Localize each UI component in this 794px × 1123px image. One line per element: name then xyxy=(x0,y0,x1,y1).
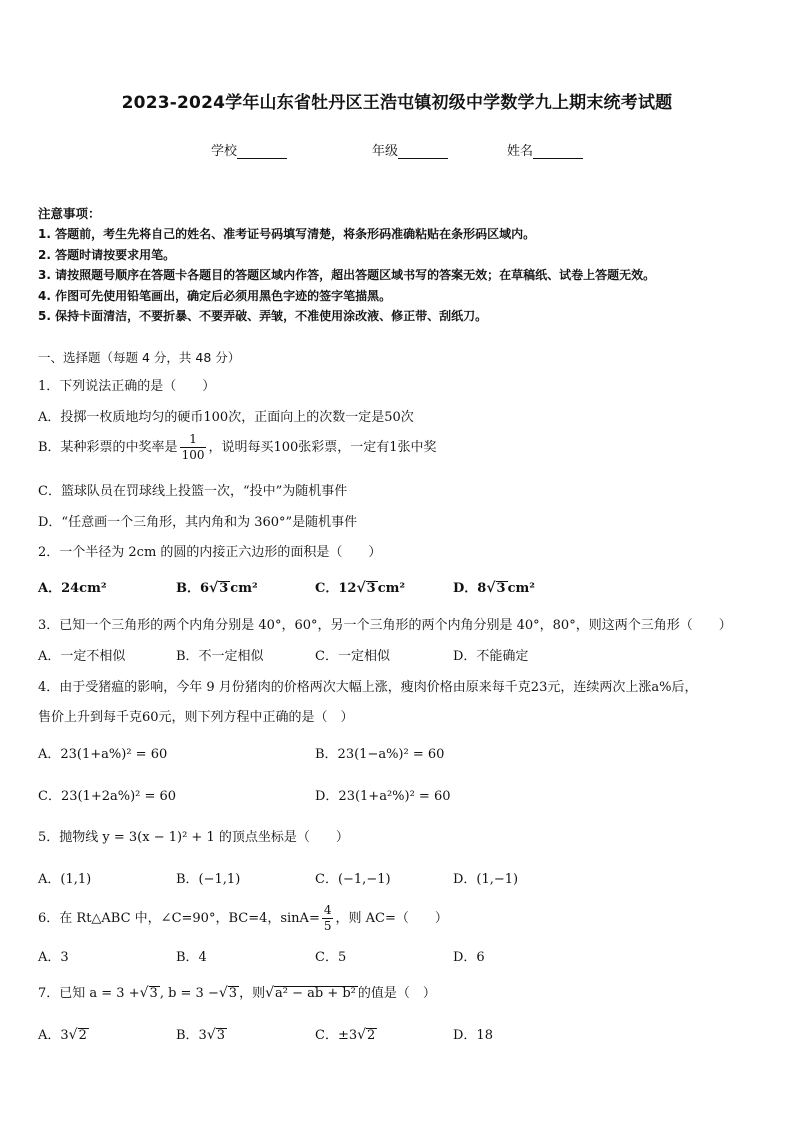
stem-text: , b = 3 − xyxy=(159,986,219,1001)
radical-sign-icon: √ xyxy=(218,985,228,1001)
question-7-option-d: D．18 xyxy=(453,1028,493,1043)
question-6-option-c: C．5 xyxy=(315,950,347,965)
sqrt-symbol xyxy=(356,580,377,596)
radical-sign-icon: √ xyxy=(486,580,496,596)
question-2-option-d xyxy=(453,577,535,596)
radicand: 3 xyxy=(219,581,229,596)
radicand: 3 xyxy=(496,581,506,596)
question-2-option-a: A．24cm² xyxy=(38,581,107,596)
grade-field xyxy=(372,140,448,159)
fraction-denominator: 5 xyxy=(323,919,332,933)
question-7-stem xyxy=(38,982,436,1001)
question-3-stem: 3．已知一个三角形的两个内角分别是 40°，60°，另一个三角形的两个内角分别是 40°，80°，则这两个三角形（ ） xyxy=(38,618,732,633)
question-5-option-d: D．(1,−1) xyxy=(453,872,519,887)
fraction-numerator: 1 xyxy=(180,432,207,448)
section-title: 一、选择题（每题 4 分，共 48 分） xyxy=(38,350,241,365)
question-3-option-d: D．不能确定 xyxy=(453,649,529,664)
note-item: 3. 请按照题号顺序在答题卡各题目的答题区域内作答，超出答题区域书写的答案无效；在草稿纸、试卷上答题无效。 xyxy=(38,268,656,282)
question-1-option-d: D．“任意画一个三角形，其内角和为 360°”是随机事件 xyxy=(38,515,358,530)
stem-text: ，则 AC=（ ） xyxy=(335,911,448,926)
question-3-option-b: B．不一定相似 xyxy=(176,649,264,664)
question-2-stem: 2．一个半径为 2cm 的圆的内接正六边形的面积是（ ） xyxy=(38,545,382,560)
student-info-row xyxy=(0,140,794,160)
fraction xyxy=(322,903,334,934)
question-4-option-b: B．23(1−a%)² = 60 xyxy=(315,747,445,762)
school-blank xyxy=(237,144,287,159)
question-1-option-b xyxy=(38,432,437,463)
radical-sign-icon: √ xyxy=(209,580,219,596)
radicand: a² − ab + b² xyxy=(275,986,356,1001)
name-field xyxy=(507,140,583,159)
question-6-option-b: B．4 xyxy=(176,950,207,965)
question-2-option-c xyxy=(315,577,405,596)
question-6-option-d: D．6 xyxy=(453,950,485,965)
sqrt-symbol xyxy=(209,580,230,596)
option-text: cm² xyxy=(377,581,406,596)
fraction-numerator: 4 xyxy=(323,903,332,917)
stem-text: 的值是（ ） xyxy=(357,986,436,1001)
notes-title: 注意事项： xyxy=(38,206,101,221)
question-7-option-c xyxy=(315,1024,377,1043)
question-4-stem-line-1: 4．由于受猪瘟的影响，今年 9 月份猪肉的价格两次大幅上涨，瘦肉价格由原来每千克23元，连续两次上涨a%后， xyxy=(38,680,698,695)
option-text: D．8 xyxy=(453,581,487,596)
school-label: 学校 xyxy=(211,144,238,159)
option-b-text: B．某种彩票的中奖率是 xyxy=(38,440,178,455)
option-text: cm² xyxy=(230,581,258,596)
radical-sign-icon: √ xyxy=(68,1027,78,1043)
question-7-option-b xyxy=(176,1024,227,1043)
question-4-stem-line-2: 售价上升到每千克60元，则下列方程中正确的是（ ） xyxy=(38,710,354,725)
question-5-option-c: C．(−1,−1) xyxy=(315,872,391,887)
note-item: 5. 保持卡面清洁，不要折暴、不要弄破、弄皱，不准使用涂改液、修正带、刮纸刀。 xyxy=(38,309,488,323)
option-text: C．±3 xyxy=(315,1028,358,1043)
option-text: cm² xyxy=(507,581,535,596)
question-5-stem: 5．抛物线 y = 3(x − 1)² + 1 的顶点坐标是（ ） xyxy=(38,830,349,845)
option-text: C．12 xyxy=(315,581,357,596)
radicand: 2 xyxy=(367,1028,376,1043)
sqrt-symbol xyxy=(207,1027,227,1043)
sqrt-symbol xyxy=(486,580,507,596)
grade-blank xyxy=(398,144,448,159)
question-4-option-c: C．23(1+2a%)² = 60 xyxy=(38,789,177,804)
stem-text: 6．在 Rt△ABC 中，∠C=90°，BC=4，sinA= xyxy=(38,911,320,926)
question-6-option-a: A．3 xyxy=(38,950,69,965)
note-item: 1. 答题前，考生先将自己的姓名、准考证号码填写清楚，将条形码准确粘贴在条形码区域内。 xyxy=(38,227,536,241)
sqrt-symbol xyxy=(265,985,358,1001)
radical-sign-icon: √ xyxy=(356,580,366,596)
question-3-option-a: A．一定不相似 xyxy=(38,649,126,664)
sqrt-symbol xyxy=(219,985,239,1001)
question-1-option-c: C．篮球队员在罚球线上投篮一次，“投中”为随机事件 xyxy=(38,484,348,499)
radicand: 3 xyxy=(216,1028,226,1043)
school-field xyxy=(211,140,287,159)
radicand: 2 xyxy=(78,1028,87,1043)
name-label: 姓名 xyxy=(507,144,534,159)
stem-text: 7．已知 a = 3 + xyxy=(38,986,140,1001)
question-5-option-a: A．(1,1) xyxy=(38,872,92,887)
question-4-option-d: D．23(1+a²%)² = 60 xyxy=(315,789,451,804)
radical-sign-icon: √ xyxy=(357,1027,367,1043)
grade-label: 年级 xyxy=(372,144,399,159)
radical-sign-icon: √ xyxy=(139,985,149,1001)
question-2-option-b xyxy=(176,577,258,596)
question-1-option-a: A．投掷一枚质地均匀的硬币100次，正面向上的次数一定是50次 xyxy=(38,410,414,425)
fraction xyxy=(180,432,207,463)
sqrt-symbol xyxy=(140,985,160,1001)
radical-sign-icon: √ xyxy=(206,1027,216,1043)
radicand: 3 xyxy=(366,581,376,596)
stem-text: ，则 xyxy=(239,986,266,1001)
question-7-option-a xyxy=(38,1024,89,1043)
option-text: B．3 xyxy=(176,1028,207,1043)
option-text: A．3 xyxy=(38,1028,69,1043)
radical-sign-icon: √ xyxy=(265,985,274,1001)
sqrt-symbol xyxy=(69,1027,89,1043)
question-4-option-a: A．23(1+a%)² = 60 xyxy=(38,747,168,762)
page-title: 2023-2024学年山东省牡丹区王浩屯镇初级中学数学九上期末统考试题 xyxy=(121,93,673,113)
note-item: 4. 作图可先使用铅笔画出，确定后必须用黑色字迹的签字笔描黑。 xyxy=(38,289,392,303)
sqrt-symbol xyxy=(357,1027,377,1043)
note-item: 2. 答题时请按要求用笔。 xyxy=(38,248,176,262)
option-text: B．6 xyxy=(176,581,210,596)
question-5-option-b: B．(−1,1) xyxy=(176,872,241,887)
radicand: 3 xyxy=(149,986,158,1001)
question-3-option-c: C．一定相似 xyxy=(315,649,390,664)
option-b-text: ，说明每买100张彩票，一定有1张中奖 xyxy=(208,440,437,455)
fraction-denominator: 100 xyxy=(181,448,205,462)
name-blank xyxy=(533,144,583,159)
question-1-stem: 1．下列说法正确的是（ ） xyxy=(38,379,216,394)
question-6-stem xyxy=(38,903,448,934)
radicand: 3 xyxy=(228,986,238,1001)
